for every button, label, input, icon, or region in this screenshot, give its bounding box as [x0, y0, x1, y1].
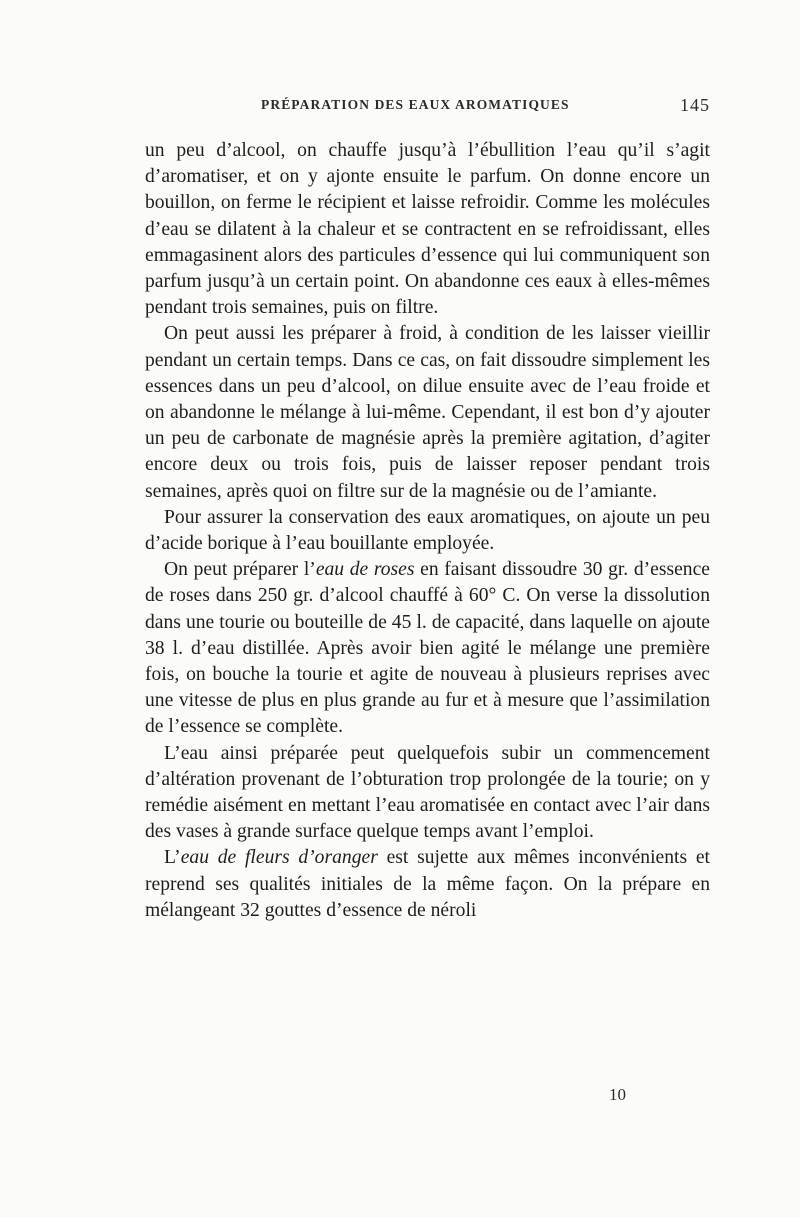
text-segment: en faisant dissoudre 30 gr. d’essence de roses dans 250 gr. d’alcool chauffé à 60° C. On verse la dissolution dans une tourie ou bouteille de 45 l. de capacité, dans laquelle on ajoute 38 l. d’eau distillée. Après avoir bien agité le mélange une première fois, on bouche la tourie et agite de nouveau à plusieurs reprises avec une vitesse de plus en plus grande au fur et à mesure que l’assimilation de l’essence se complète.	[145, 559, 710, 738]
paragraph	[145, 741, 710, 846]
paragraph	[145, 557, 710, 740]
paragraph	[145, 138, 710, 321]
text-segment: L’eau ainsi préparée peut quelquefois subir un commencement d’altération provenant de l’obturation trop prolongée de la tourie; on y remédie aisément en mettant l’eau aromatisée en contact avec l’air dans des vases à grande surface quelque temps avant l’emploi.	[145, 742, 710, 843]
paragraph	[145, 505, 710, 557]
running-title: PRÉPARATION DES EAUX AROMATIQUES	[261, 97, 570, 112]
text-segment: un peu d’alcool, on chauffe jusqu’à l’ébullition l’eau qu’il s’agit d’aromatiser, et on y ajonte ensuite le parfum. On donne encore un bouillon, on ferme le récipient et laisse refroidir. Comme les molécules d’eau se dilatent à la chaleur et se contractent en se refroidissant, elles emmagasinent alors des particules d’essence qui lui communiquent son parfum jusqu’à un certain point. On abandonne ces eaux à elles-mêmes pendant trois semaines, puis on filtre.	[145, 140, 710, 319]
text-segment: On peut aussi les préparer à froid, à condition de les laisser vieillir pendant un certain temps. Dans ce cas, on fait dissoudre simplement les essences dans un peu d’alcool, on dilue ensuite avec de l’eau froide et on abandonne le mélange à lui-même. Cependant, il est bon d’y ajouter un peu de carbonate de magnésie après la première agitation, d’agiter encore deux ou trois fois, puis de laisser reposer pendant trois semaines, après quoi on filtre sur de la magnésie ou de l’amiante.	[145, 323, 710, 502]
body-text	[145, 138, 710, 924]
italic-term-eau-de-fleurs-d-oranger: eau de fleurs d’oranger	[180, 847, 378, 869]
text-segment: Pour assurer la conservation des eaux aromatiques, on ajoute un peu d’acide borique à l’eau bouillante employée.	[145, 506, 710, 555]
text-segment: L’	[164, 847, 181, 869]
text-segment: On peut préparer l’	[164, 559, 316, 581]
italic-term-eau-de-roses: eau de roses	[315, 559, 415, 581]
running-head	[145, 97, 710, 119]
paragraph	[145, 321, 710, 504]
paragraph	[145, 845, 710, 924]
text-segment: est sujette aux mêmes inconvénients et reprend ses qualités initiales de la même façon. On la prépare en mélangeant 32 gouttes d’essence de néroli	[145, 847, 710, 921]
page-number: 145	[680, 95, 710, 115]
signature-mark: 10	[609, 1085, 626, 1104]
